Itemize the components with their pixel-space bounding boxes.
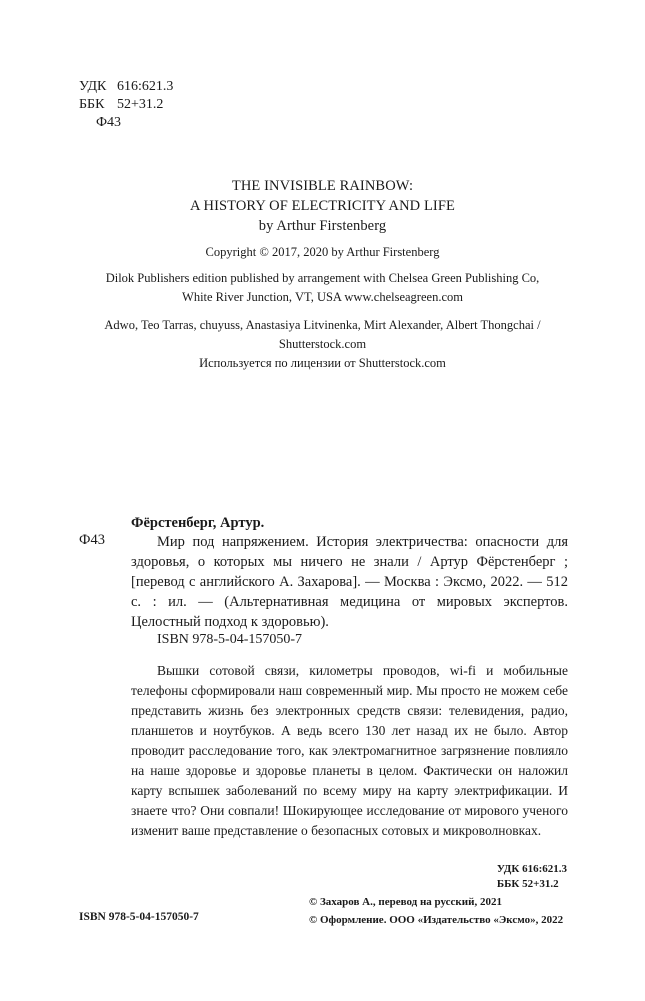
classification-codes bbox=[79, 78, 173, 132]
card-codes bbox=[497, 862, 567, 892]
credits-line-2: Shutterstock.com bbox=[278, 337, 367, 351]
copy-translation: © Захаров А., перевод на русский, 2021 bbox=[309, 896, 502, 908]
title-line-1: THE INVISIBLE RAINBOW: bbox=[231, 178, 414, 194]
card-author: Фёрстенберг, Артур. bbox=[131, 515, 265, 531]
credits-line-3: Используется по лицензии от Shutterstock.com bbox=[199, 356, 446, 370]
bbk-value: 52+31.2 bbox=[117, 97, 164, 112]
edition-note bbox=[0, 269, 645, 307]
copyright-line: Copyright © 2017, 2020 by Arthur Firstenberg bbox=[205, 245, 440, 259]
byline: by Arthur Firstenberg bbox=[258, 218, 387, 234]
footer-copyrights bbox=[309, 893, 563, 929]
footer-isbn: ISBN 978-5-04-157050-7 bbox=[79, 911, 199, 923]
udk-label: УДК bbox=[79, 79, 107, 94]
card-annotation: Вышки сотовой связи, километры проводов, wi-fi и мобильные телефоны сформировали наш современный мир. Мы просто не можем себе представить жизнь без электронных средств связи: телевидения, радио, планшетов и ноутбуков. А ведь всего 130 лет назад их не было. Автор проводит расследование того, как электромагнитное загрязнение повлияло на наше здоровье и здоровье планеты в целом. Фактически он наложил карту вспышек заболеваний по всему миру на карту электрификации. И знаете что? Они совпали! Шокирующее исследование от мирового ученого изменит ваше представление о безопасных сотовых и микроволновках. bbox=[131, 663, 568, 838]
credits-line-1: Adwo, Teo Tarras, chuyuss, Anastasiya Litvinenka, Mirt Alexander, Albert Thongchai / bbox=[104, 318, 541, 332]
title-line-2: A HISTORY OF ELECTRICITY AND LIFE bbox=[190, 198, 455, 214]
author-mark: Ф43 bbox=[96, 115, 122, 130]
image-credits bbox=[0, 316, 645, 373]
edition-line-2: White River Junction, VT, USA www.chelseagreen.com bbox=[182, 290, 463, 304]
card-description: Мир под напряжением. История электричества: опасности для здоровья, о которых мы ничего не знали / Артур Фёрстенберг ; [перевод с английского А. Захарова]. — Москва : Эксмо, 2022. — 512 с. : ил. — (Альтернативная медицина от мировых экспертов. Целостный подход к здоровью). bbox=[131, 534, 568, 630]
card-udk: УДК 616:621.3 bbox=[496, 863, 567, 875]
edition-line-1: Dilok Publishers edition published by arrangement with Chelsea Green Publishing Co, bbox=[105, 271, 540, 285]
bbk-label: ББК bbox=[79, 97, 105, 112]
card-mark: Ф43 bbox=[79, 532, 105, 548]
copy-design: © Оформление. ООО «Издательство «Эксмо», 2022 bbox=[309, 914, 564, 926]
card-isbn: ISBN 978-5-04-157050-7 bbox=[157, 632, 303, 647]
udk-value: 616:621.3 bbox=[117, 79, 174, 94]
card-bbk: ББК 52+31.2 bbox=[496, 878, 559, 890]
original-title bbox=[0, 176, 645, 236]
